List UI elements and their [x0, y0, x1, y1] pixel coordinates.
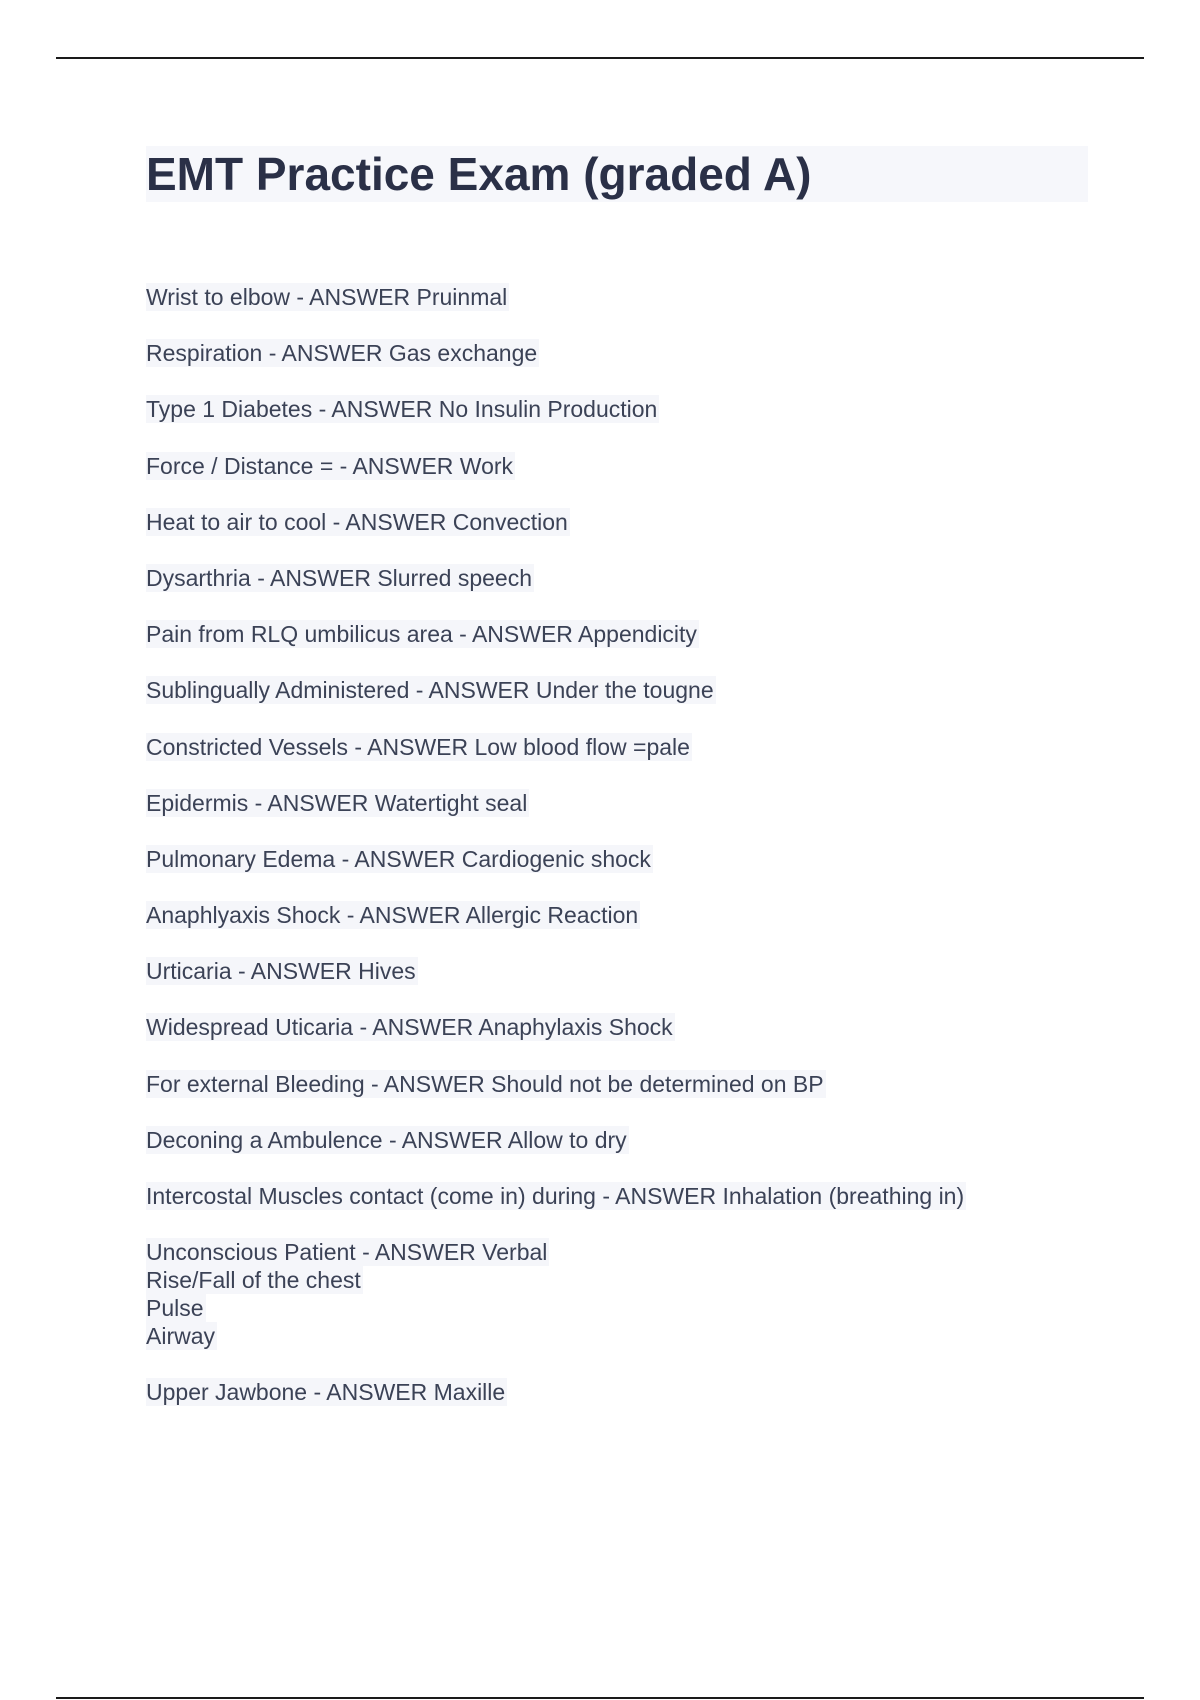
qa-text: Heat to air to cool - ANSWER Convection [146, 508, 568, 535]
top-divider [56, 57, 1144, 59]
qa-item [146, 620, 1106, 648]
qa-item [146, 283, 1106, 311]
qa-item [146, 564, 1106, 592]
qa-text: Anaphlyaxis Shock - ANSWER Allergic Reaction [146, 902, 639, 929]
qa-item-multiline [146, 1238, 1106, 1350]
qa-text: For external Bleeding - ANSWER Should not be determined on BP [146, 1070, 824, 1097]
qa-item [146, 339, 1106, 367]
qa-text: Unconscious Patient - ANSWER Verbal [146, 1239, 548, 1266]
qa-item [146, 901, 1106, 929]
qa-text: Constricted Vessels - ANSWER Low blood flow =pale [146, 733, 690, 760]
bottom-divider [56, 1697, 1144, 1699]
qa-text: Upper Jawbone - ANSWER Maxille [146, 1379, 506, 1406]
qa-item [146, 508, 1106, 536]
qa-text: Pain from RLQ umbilicus area - ANSWER Appendicity [146, 621, 697, 648]
qa-text: Respiration - ANSWER Gas exchange [146, 340, 538, 367]
qa-item [146, 395, 1106, 423]
qa-text: Pulmonary Edema - ANSWER Cardiogenic shock [146, 845, 651, 872]
qa-list [146, 283, 1106, 1435]
qa-item [146, 1070, 1106, 1098]
qa-item [146, 845, 1106, 873]
qa-item [146, 676, 1106, 704]
qa-item [146, 452, 1106, 480]
qa-item [146, 1126, 1106, 1154]
qa-item [146, 733, 1106, 761]
qa-text: Epidermis - ANSWER Watertight seal [146, 789, 528, 816]
qa-text: Intercostal Muscles contact (come in) during - ANSWER Inhalation (breathing in) [146, 1183, 965, 1209]
document-title: EMT Practice Exam (graded A) [146, 148, 812, 200]
qa-item [146, 1182, 1106, 1210]
qa-item [146, 789, 1106, 817]
qa-text-continuation: Pulse [146, 1295, 204, 1322]
qa-text: Type 1 Diabetes - ANSWER No Insulin Production [146, 396, 658, 423]
qa-text-continuation: Rise/Fall of the chest [146, 1267, 361, 1294]
qa-text: Urticaria - ANSWER Hives [146, 958, 416, 985]
qa-text: Force / Distance = - ANSWER Work [146, 452, 514, 479]
qa-text: Dysarthria - ANSWER Slurred speech [146, 564, 533, 591]
qa-text: Wrist to elbow - ANSWER Pruinmal [146, 284, 508, 310]
qa-text: Deconing a Ambulence - ANSWER Allow to dry [146, 1126, 627, 1153]
qa-item [146, 957, 1106, 985]
qa-text: Widespread Uticaria - ANSWER Anaphylaxis Shock [146, 1014, 673, 1041]
qa-text-continuation: Airway [146, 1323, 216, 1350]
qa-item [146, 1378, 1106, 1406]
qa-item [146, 1013, 1106, 1041]
qa-text: Sublingually Administered - ANSWER Under the tougne [146, 677, 714, 704]
